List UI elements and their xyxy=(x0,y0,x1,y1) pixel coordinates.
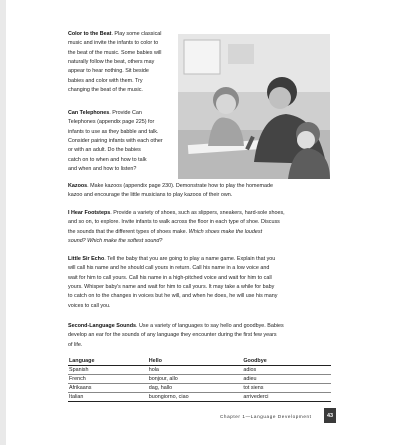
chapter-footer: Chapter 1—Language Development xyxy=(220,414,312,419)
classroom-photo xyxy=(178,34,330,179)
table-cell: Afrikaans xyxy=(69,384,92,391)
table-row xyxy=(68,366,331,375)
activity-title: Kazoos xyxy=(68,183,88,189)
activity-title: Can Telephones xyxy=(68,110,110,116)
column-header: Language xyxy=(69,357,95,364)
hello-goodbye-table xyxy=(68,356,331,402)
table-cell: dag, hallo xyxy=(148,384,173,391)
column-header: Goodbye xyxy=(243,357,267,364)
table-row xyxy=(68,393,331,402)
table-cell: Spanish xyxy=(69,366,89,373)
table-cell: adios xyxy=(243,366,257,373)
book-page: Color to the Beat. Play some classical music and invite the infants to color to the beat of the music. Some babies will naturally follow the beat, others may appear to hear nothing. Sit beside babies and color with them. Try changing the beat of the music. Can Telephones. Provide Can Telephones (appendix page 225) for infants to use as they babble and talk. Consider pairing infants with each other or with an adult. Do the babies catch on to when and how to talk and when and how to listen? Kazoos. Make kazoos (appendix page 230). Demonstrate how to play the homemade kazoo and encourage the little musicians to play kazoos of their own. I Hear Footsteps. Provide a variety of shoes, such as slippers, sneakers, hard-sole shoes, and so on, to explore. Invite infants to walk across the floor in each type of shoe. Discuss the sounds that the different types of shoes make. Which shoes make the loudest sound? Which make the softest sound? Little Sir Echo. Tell the baby that you are going to play a name game. Explain that you will call his name and he should call yours in return. Call his name in a low voice and wait for him to call yours. Call his name in a high-pitched voice and wait for him to call yours. Whisper baby's name and wait for him to call yours. It may take a while for baby to catch on to the changes in voices but he will, and when he does, he will use his many voices to call you. Second-Language Sounds. Use a variety of languages to say hello and goodbye. Babies develop an ear for the sounds of any language they encounter during the first few years of life. Language Hello Goodbye Spanish hola adios French bonjour, allo adieu Afrikaans dag, hallo tot siens Italian buongiorno, ciao arrivederci Chapter 1—Language Development 43 xyxy=(0,0,400,445)
classroom-photo-illustration xyxy=(178,34,330,179)
table-cell: hola xyxy=(148,366,159,373)
table-cell: tot siens xyxy=(243,384,264,391)
table-row xyxy=(68,375,331,384)
activity-title: Little Sir Echo xyxy=(68,256,105,262)
table-row xyxy=(68,384,331,393)
table-cell: buongiorno, ciao xyxy=(148,393,189,400)
activity-title: Second-Language Sounds xyxy=(68,323,136,329)
table-cell: bonjour, allo xyxy=(148,375,178,382)
column-header: Hello xyxy=(148,357,162,364)
activity-title: Color to the Beat xyxy=(68,31,112,37)
table-header-row xyxy=(68,356,331,366)
activity-title: I Hear Footsteps xyxy=(68,210,111,216)
table-cell: French xyxy=(69,375,86,382)
table-cell: arrivederci xyxy=(243,393,269,400)
table-cell: adieu xyxy=(243,375,257,382)
page-number: 43 xyxy=(324,408,336,423)
table-cell: Italian xyxy=(69,393,84,400)
